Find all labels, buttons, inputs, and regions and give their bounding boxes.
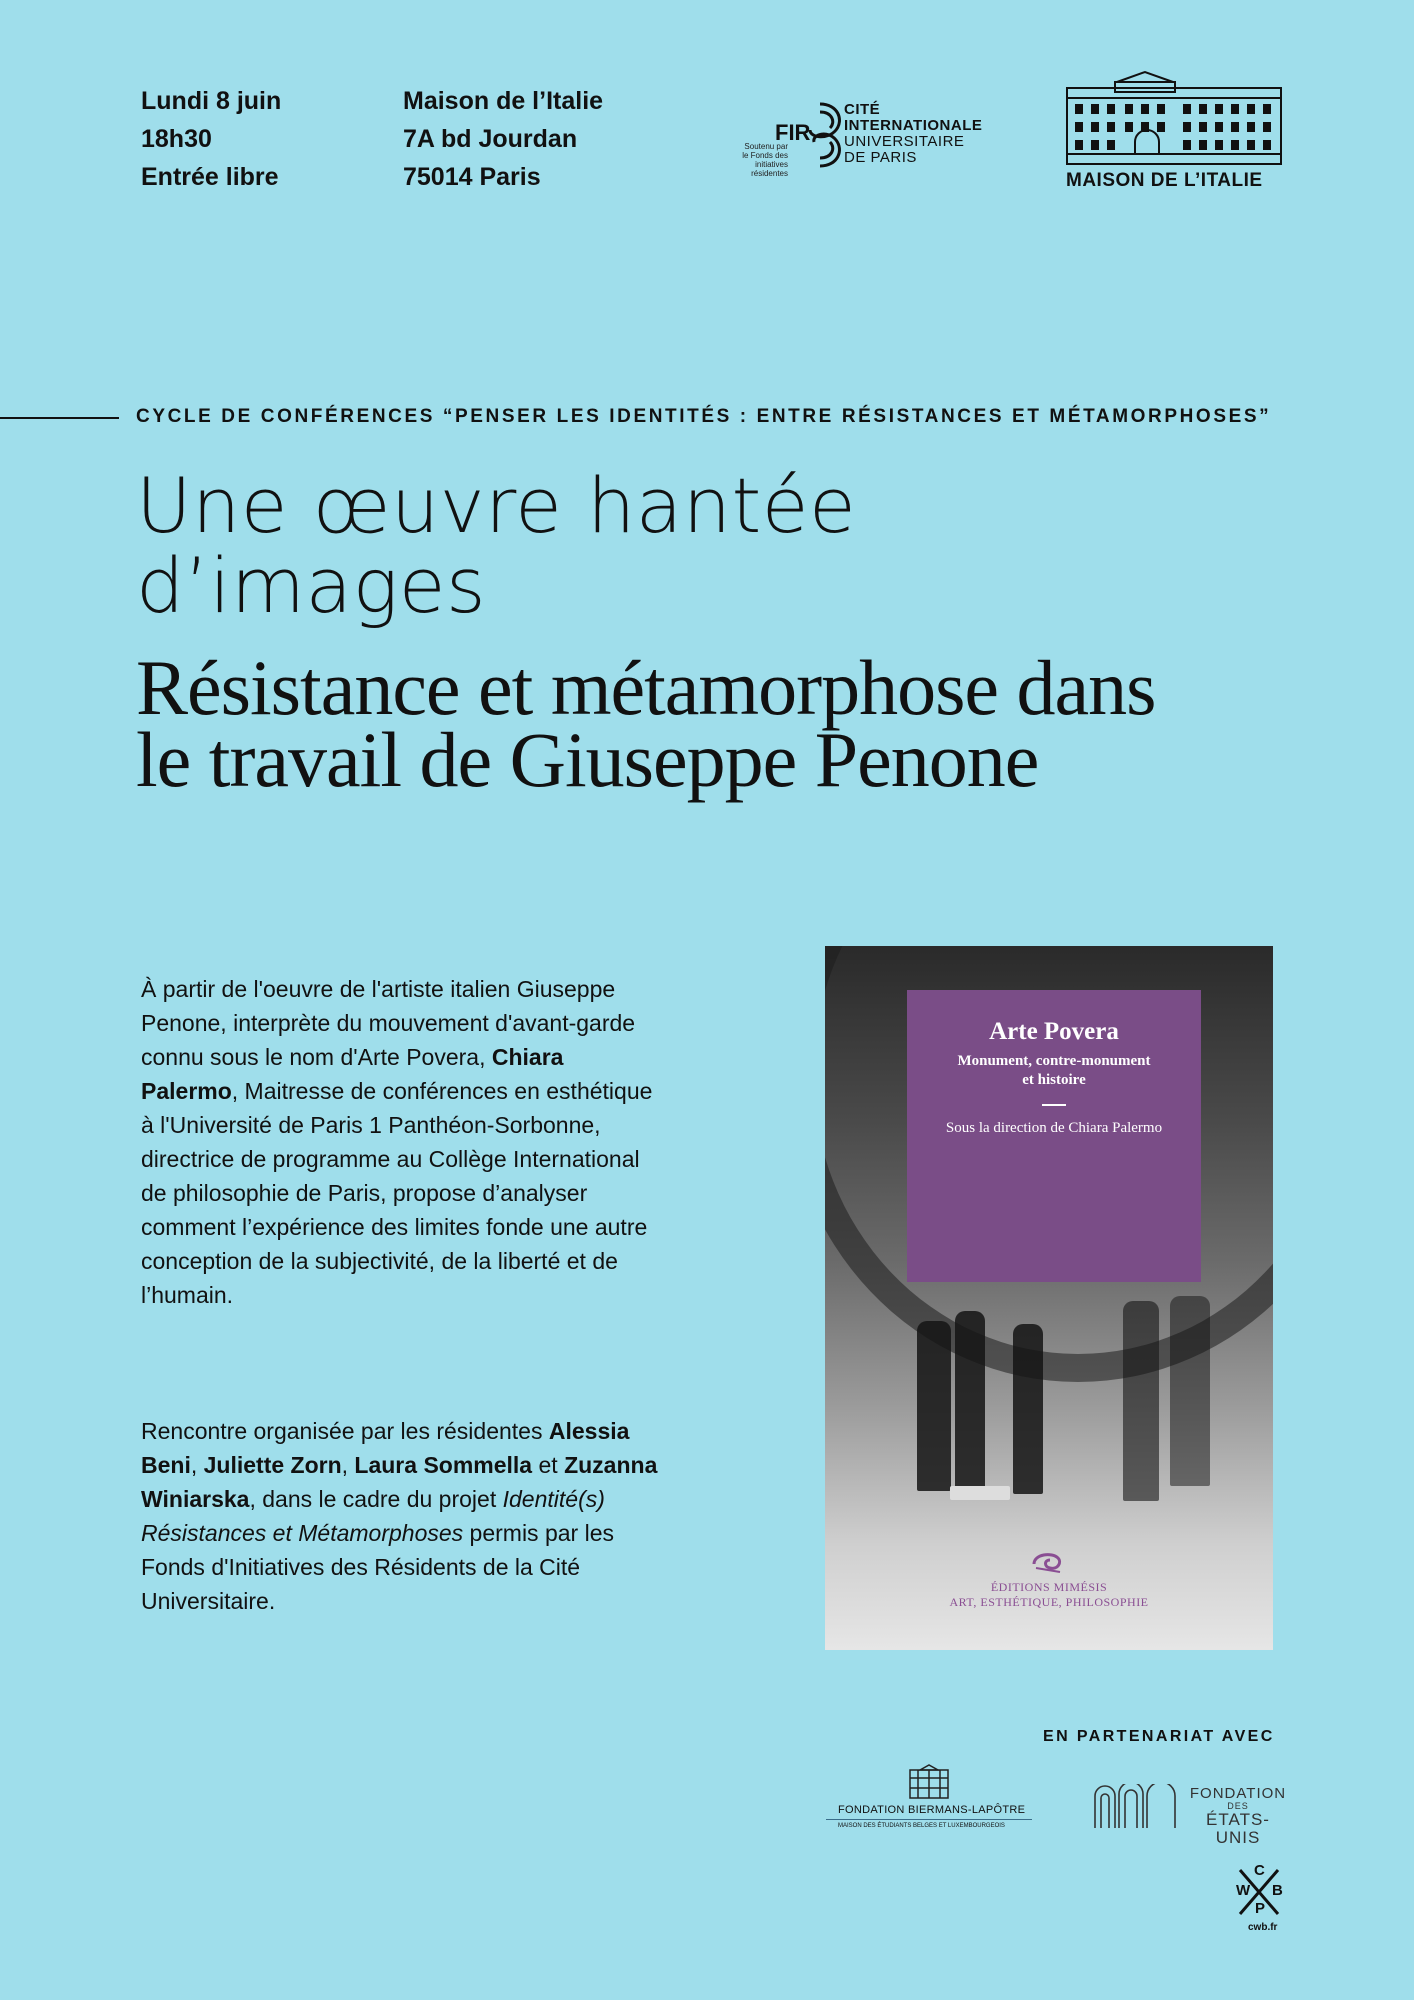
cwb-logo xyxy=(1234,1862,1284,1936)
cwb-letter-w: W xyxy=(1236,1882,1251,1899)
maison-italie-building-icon xyxy=(1065,70,1283,166)
cover-figure xyxy=(1123,1301,1159,1501)
venue-city: 75014 Paris xyxy=(403,163,541,191)
event-info xyxy=(141,82,281,196)
partners-heading: EN PARTENARIAT AVEC xyxy=(1043,1728,1275,1745)
cycle-rule xyxy=(0,417,119,419)
description-paragraph-1: À partir de l'oeuvre de l'artiste italien Giuseppe Penone, interprète du mouvement d'avant-garde connu sous le nom d'Arte Povera, Chiara Palermo, Maitresse de conférences en esthétique à l'Université de Paris 1 Panthéon-Sorbonne, directrice de programme au Collège International de philosophie de Paris, propose d’analyser comment l’expérience des limites fonde une autre conception de la subjectivité, de la liberté et de l’humain. xyxy=(141,976,653,1308)
book-title: Arte Povera xyxy=(989,1018,1119,1045)
biermans-name: FONDATION BIERMANS-LAPÔTRE xyxy=(838,1804,1026,1816)
venue-info xyxy=(403,82,603,196)
book-cover-image xyxy=(825,946,1273,1650)
cwb-letter-b: B xyxy=(1272,1882,1283,1899)
subtitle-line2: le travail de Giuseppe Penone xyxy=(136,716,1039,803)
subtitle-line1: Résistance et métamorphose dans xyxy=(136,644,1156,731)
maison-italie-label: MAISON DE L’ITALIE xyxy=(1066,170,1263,191)
project-name: Identité(s) Résistances et Métamorphoses xyxy=(141,1486,605,1546)
organizer-name: Laura Sommella xyxy=(354,1452,533,1478)
description-paragraph-2: Rencontre organisée par les résidentes Alessia Beni, Juliette Zorn, Laura Sommella et Zuzanna Winiarska, dans le cadre du projet Identité(s) Résistances et Métamorphoses permis par les Fonds d'Initiatives des Résidents de la Cité Universitaire. xyxy=(141,1418,658,1614)
event-entry: Entrée libre xyxy=(141,163,279,191)
event-time: 18h30 xyxy=(141,125,212,153)
cwb-letter-c: C xyxy=(1254,1862,1265,1879)
etats-unis-wordmark: FONDATION DES ÉTATS-UNIS xyxy=(1189,1785,1287,1847)
cite-universitaire-logo xyxy=(708,100,998,178)
fondation-etats-unis-logo xyxy=(1093,1784,1293,1847)
book-subtitle: Monument, contre-monument et histoire xyxy=(957,1053,1151,1088)
book-publisher: ÉDITIONS MIMÉSIS ART, ESTHÉTIQUE, PHILOSOPHIE xyxy=(949,1580,1149,1609)
organizer-name: Juliette Zorn xyxy=(203,1452,342,1478)
book-title-box xyxy=(907,990,1201,1282)
biermans-building-icon xyxy=(908,1764,950,1800)
biermans-subtitle: MAISON DES ÉTUDIANTS BELGES ET LUXEMBOURGEOIS xyxy=(838,1823,1005,1829)
subtitle xyxy=(136,644,1336,803)
fondation-biermans-lapotre-logo xyxy=(826,1764,1032,1834)
cover-figure xyxy=(917,1321,951,1491)
etats-unis-arches-icon xyxy=(1093,1784,1179,1830)
main-title xyxy=(136,461,1286,630)
venue-street: 7A bd Jourdan xyxy=(403,125,578,153)
venue-name: Maison de l’Italie xyxy=(403,87,604,115)
cover-figure xyxy=(955,1311,985,1491)
event-date: Lundi 8 juin xyxy=(141,87,282,115)
fir-caption: Soutenu par le Fonds des initiatives résidentes xyxy=(742,142,788,178)
cwb-url: cwb.fr xyxy=(1248,1922,1278,1933)
organizer-name: Zuzanna Winiarska xyxy=(141,1452,658,1512)
cycle-heading: CYCLE DE CONFÉRENCES “PENSER LES IDENTITÉS : ENTRE RÉSISTANCES ET MÉTAMORPHOSES” xyxy=(136,406,1272,427)
cover-figure xyxy=(1170,1296,1210,1486)
cover-figure xyxy=(1013,1324,1043,1494)
main-title-line2: d’images xyxy=(136,541,487,630)
cwb-letter-p: P xyxy=(1255,1900,1266,1917)
fir-swirl-icon xyxy=(790,100,848,170)
mimesis-logo-icon xyxy=(1030,1550,1066,1576)
book-divider xyxy=(1042,1104,1066,1106)
speaker-name: Chiara Palermo xyxy=(141,1044,564,1104)
organizer-name: Alessia Beni xyxy=(141,1418,630,1478)
biermans-rule xyxy=(826,1819,1032,1820)
book-editor: Sous la direction de Chiara Palermo xyxy=(945,1120,1163,1136)
main-title-line1: Une œuvre hantée xyxy=(136,461,857,550)
cover-object xyxy=(950,1486,1010,1500)
fir-mark: FIR xyxy=(775,120,811,145)
cite-wordmark: CITÉ INTERNATIONALE UNIVERSITAIRE DE PARIS xyxy=(844,101,983,166)
